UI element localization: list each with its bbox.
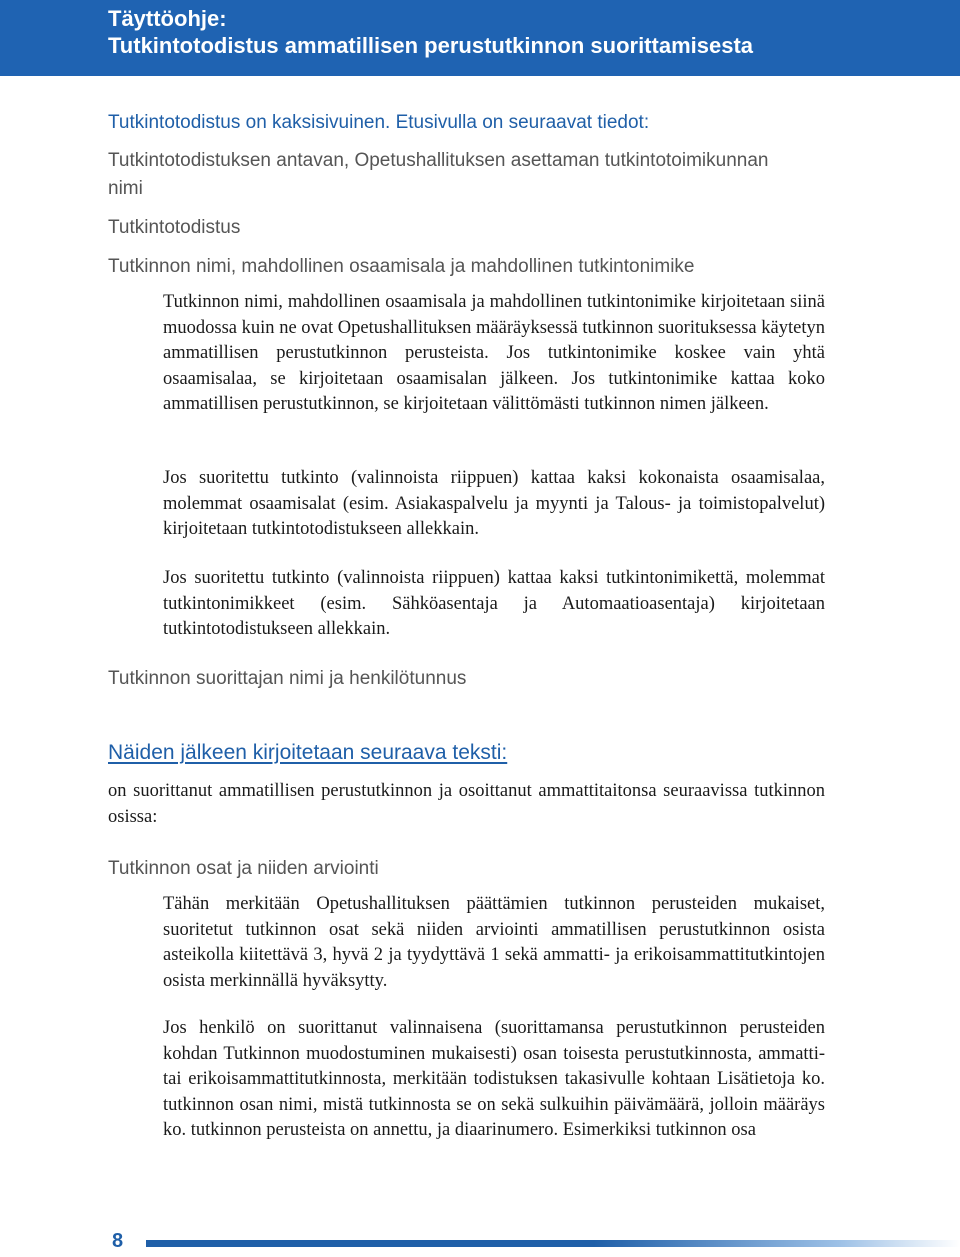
intro-line-2b: nimi [108, 178, 143, 199]
page-title [108, 5, 753, 59]
label-suorittaja: Tutkinnon suorittajan nimi ja henkilötunnus [108, 668, 467, 689]
block2-paragraph-1: Tähän merkitään Opetushallituksen päättämien tutkinnon perusteiden mukaiset, suoritetut tutkinnon osat sekä niiden arviointi ammatillisen perustutkinnon osista asteikolla kiitettävä 3, hyvä 2 ja tyydyttävä 1 sekä ammatti- ja erikoisammattitutkintojen osista merkinnällä hyväksytty. [163, 894, 825, 991]
label-osat: Tutkinnon osat ja niiden arviointi [108, 858, 379, 879]
certificate-phrase: on suorittanut ammatillisen perustutkinnon ja osoittanut ammattitaitonsa seuraavissa tutkinnon osissa: [108, 781, 825, 827]
footer-rule [146, 1240, 960, 1247]
title-line-1: Täyttöohje: [108, 6, 227, 31]
page-number: 8 [112, 1230, 124, 1252]
intro-line-1: Tutkintotodistus on kaksisivuinen. Etusivulla on seuraavat tiedot: [108, 112, 650, 133]
section-heading: Näiden jälkeen kirjoitetaan seuraava teksti: [108, 741, 508, 764]
block1-paragraph-2: Jos suoritettu tutkinto (valinnoista riippuen) kattaa kaksi kokonaista osaamisalaa, molemmat osaamisalat (esim. Asiakaspalvelu ja myynti ja Talous- ja toimistopalvelut) kirjoitetaan tutkintotodistukseen allekkain. [163, 468, 825, 539]
intro-line-4: Tutkinnon nimi, mahdollinen osaamisala ja mahdollinen tutkintonimike [108, 256, 695, 277]
block2-paragraph-2: Jos henkilö on suorittanut valinnaisena (suorittamansa perustutkinnon perusteiden kohdan Tutkinnon muodostuminen mukaisesti) osan toisesta perustutkinnosta, ammatti- tai erikoisammattitutkinnosta, merkitään todistuksen takasivulle kohtaan Lisätietoja ko. tutkinnon osan nimi, mistä tutkinnosta se on sekä sulkuihin päivämäärä, jolloin määräys ko. tutkinnon perusteista on annettu, ja diaarinumero. Esimerkiksi tutkinnon osa [163, 1018, 825, 1140]
intro-line-2a: Tutkintotodistuksen antavan, Opetushallituksen asettaman tutkintotoimikunnan [108, 150, 769, 171]
intro-line-3: Tutkintotodistus [108, 217, 241, 238]
block1-paragraph-1: Tutkinnon nimi, mahdollinen osaamisala ja mahdollinen tutkintonimike kirjoitetaan siinä muodossa kuin ne ovat Opetushallituksen määräyksessä tutkinnon suorituksessa käytetyn ammatillisen perustutkinnon perusteista. Jos tutkintonimike koskee vain yhtä osaamisalaa, se kirjoitetaan osaamisalan jälkeen. Jos tutkintonimike kattaa koko ammatillisen perustutkinnon, se kirjoitetaan välittömästi tutkinnon nimen jälkeen. [163, 292, 825, 414]
block1-paragraph-3: Jos suoritettu tutkinto (valinnoista riippuen) kattaa kaksi tutkintonimikettä, molemmat tutkintonimikkeet (esim. Sähköasentaja ja Automaatioasentaja) kirjoitetaan tutkintotodistukseen allekkain. [163, 568, 825, 639]
title-line-2: Tutkintotodistus ammatillisen perustutkinnon suorittamisesta [108, 33, 754, 58]
